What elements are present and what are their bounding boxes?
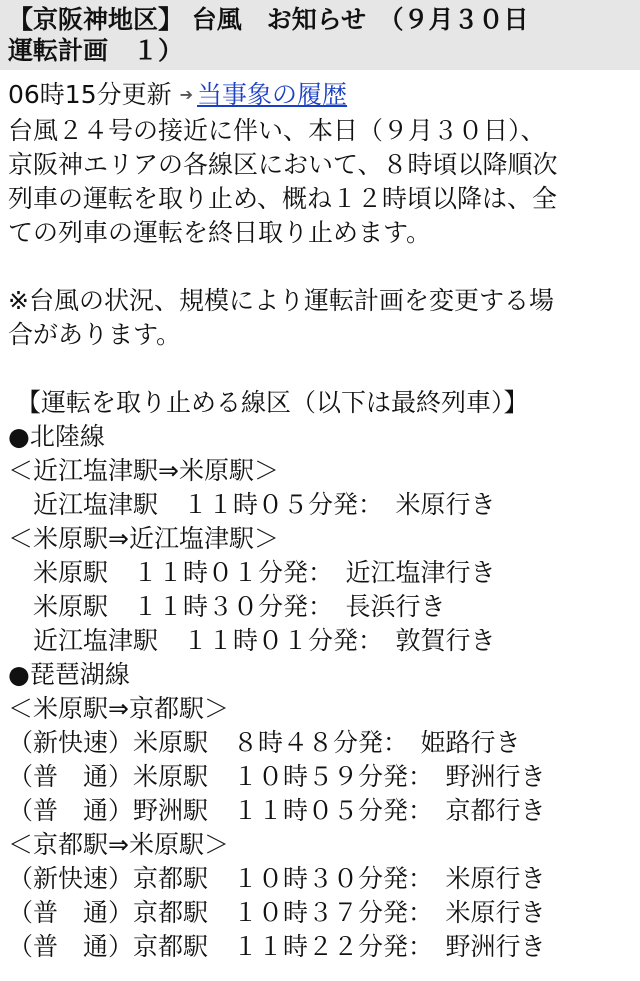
notice-header — [0, 0, 640, 70]
update-row — [0, 70, 640, 114]
notice-title-line-2: 運転計画 １） — [8, 36, 184, 65]
notice-title-line-1: 【京阪神地区】 台風 お知らせ （９月３０日 — [8, 5, 529, 34]
notice-line: 列車の運転を取り止め、概ね１２時頃以降は、全 — [8, 184, 558, 213]
update-time: 06時15分更新 — [8, 80, 172, 109]
section-title: 【運転を取り止める線区（以下は最終列車）】 — [16, 388, 529, 417]
last-train-entry: （普 通）京都駅 １０時３７分発： 米原行き — [8, 898, 546, 927]
blank-line — [8, 250, 632, 284]
last-train-entry: （普 通）米原駅 １０時５９分発： 野洲行き — [8, 762, 546, 791]
notice-line: ※台風の状況、規模により運転計画を変更する場 — [8, 286, 554, 315]
route-heading: ＜米原駅⇒京都駅＞ — [8, 694, 229, 723]
notice-body — [0, 114, 640, 964]
blank-line — [8, 352, 632, 386]
history-link[interactable]: 当事象の履歴 — [197, 80, 348, 109]
arrow-right-icon: ➔ — [179, 85, 194, 104]
line-name-biwako: ●琵琶湖線 — [8, 660, 130, 689]
notice-line: ての列車の運転を終日取り止めます。 — [8, 218, 432, 247]
last-train-entry: （普 通）京都駅 １１時２２分発： 野洲行き — [8, 932, 546, 961]
notice-line: 京阪神エリアの各線区において、８時頃以降順次 — [8, 150, 558, 179]
last-train-entry: （普 通）野洲駅 １１時０５分発： 京都行き — [8, 796, 546, 825]
notice-line: 合があります。 — [8, 320, 182, 349]
last-train-entry: 米原駅 １１時０１分発： 近江塩津行き — [8, 558, 496, 587]
last-train-entry: （新快速）京都駅 １０時３０分発： 米原行き — [8, 864, 546, 893]
last-train-entry: 米原駅 １１時３０分発： 長浜行き — [8, 592, 446, 621]
route-heading: ＜米原駅⇒近江塩津駅＞ — [8, 524, 279, 553]
notice-line: 台風２４号の接近に伴い、本日（９月３０日）、 — [8, 116, 546, 145]
line-name-hokuriku: ●北陸線 — [8, 422, 105, 451]
route-heading: ＜京都駅⇒米原駅＞ — [8, 830, 229, 859]
last-train-entry: 近江塩津駅 １１時０５分発： 米原行き — [8, 490, 496, 519]
last-train-entry: 近江塩津駅 １１時０１分発： 敦賀行き — [8, 626, 496, 655]
last-train-entry: （新快速）米原駅 ８時４８分発： 姫路行き — [8, 728, 521, 757]
route-heading: ＜近江塩津駅⇒米原駅＞ — [8, 456, 279, 485]
